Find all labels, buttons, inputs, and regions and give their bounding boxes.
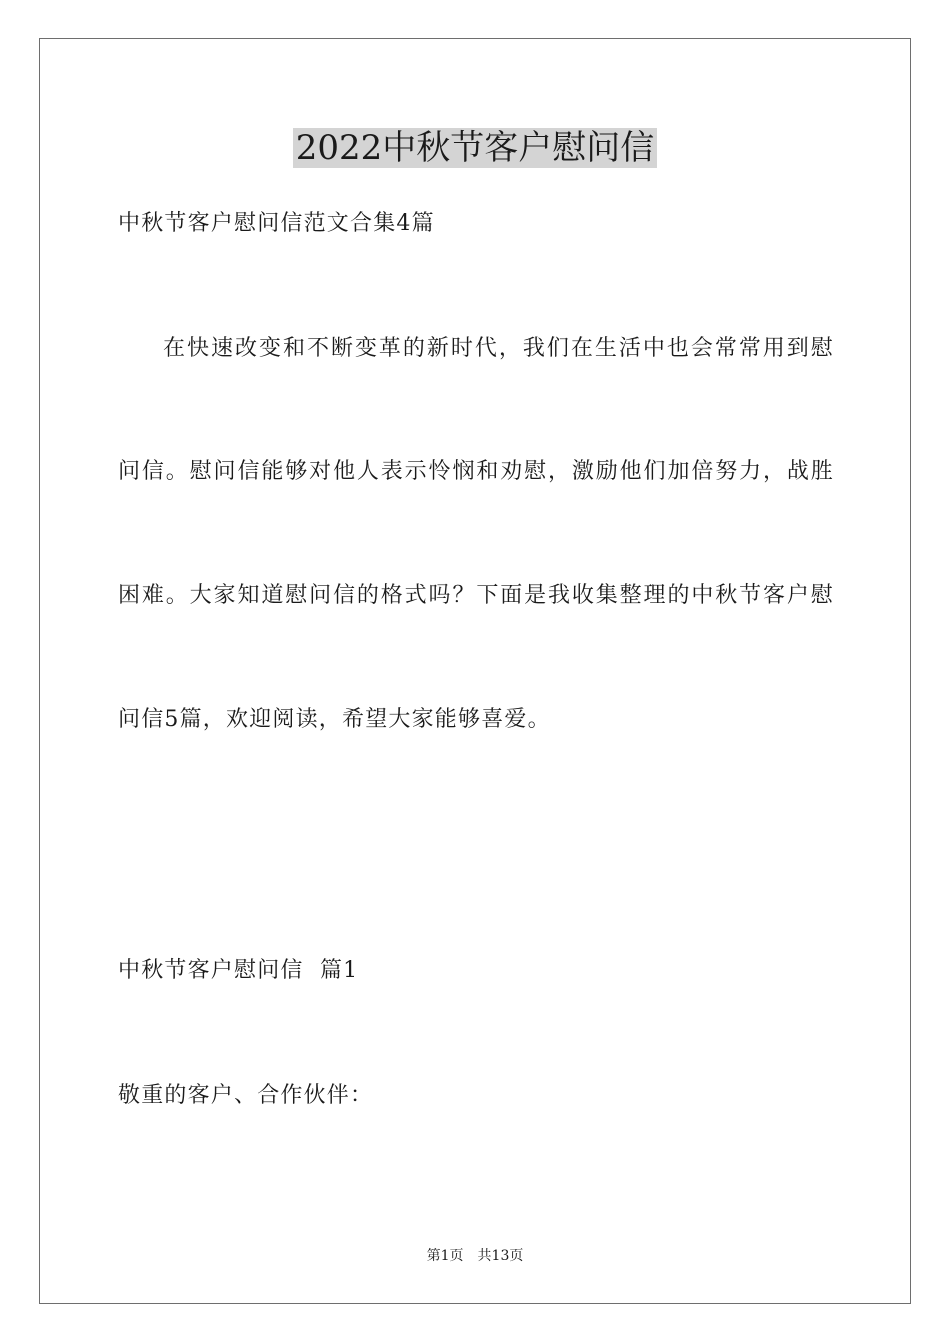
document-title: [0, 126, 950, 170]
page-total: 共13页: [477, 1248, 524, 1264]
intro-line-3: 困难。大家知道慰问信的格式吗？下面是我收集整理的中秋节客户慰: [118, 583, 834, 608]
intro-line-2: 问信。慰问信能够对他人表示怜悯和劝慰，激励他们加倍努力，战胜: [118, 459, 834, 484]
intro-line-1: 在快速改变和不断变革的新时代，我们在生活中也会常常用到慰: [163, 336, 834, 361]
salutation: 敬重的客户、合作伙伴：: [118, 1083, 374, 1108]
document-subtitle: 中秋节客户慰问信范文合集4篇: [118, 211, 435, 236]
intro-line-4: 问信5篇，欢迎阅读，希望大家能够喜爱。: [118, 707, 551, 732]
page-footer: [0, 1246, 950, 1266]
document-title-text: 2022中秋节客户慰问信: [293, 128, 658, 168]
section-heading: 中秋节客户慰问信 篇1: [118, 958, 359, 983]
page-number: 第1页: [426, 1248, 464, 1264]
